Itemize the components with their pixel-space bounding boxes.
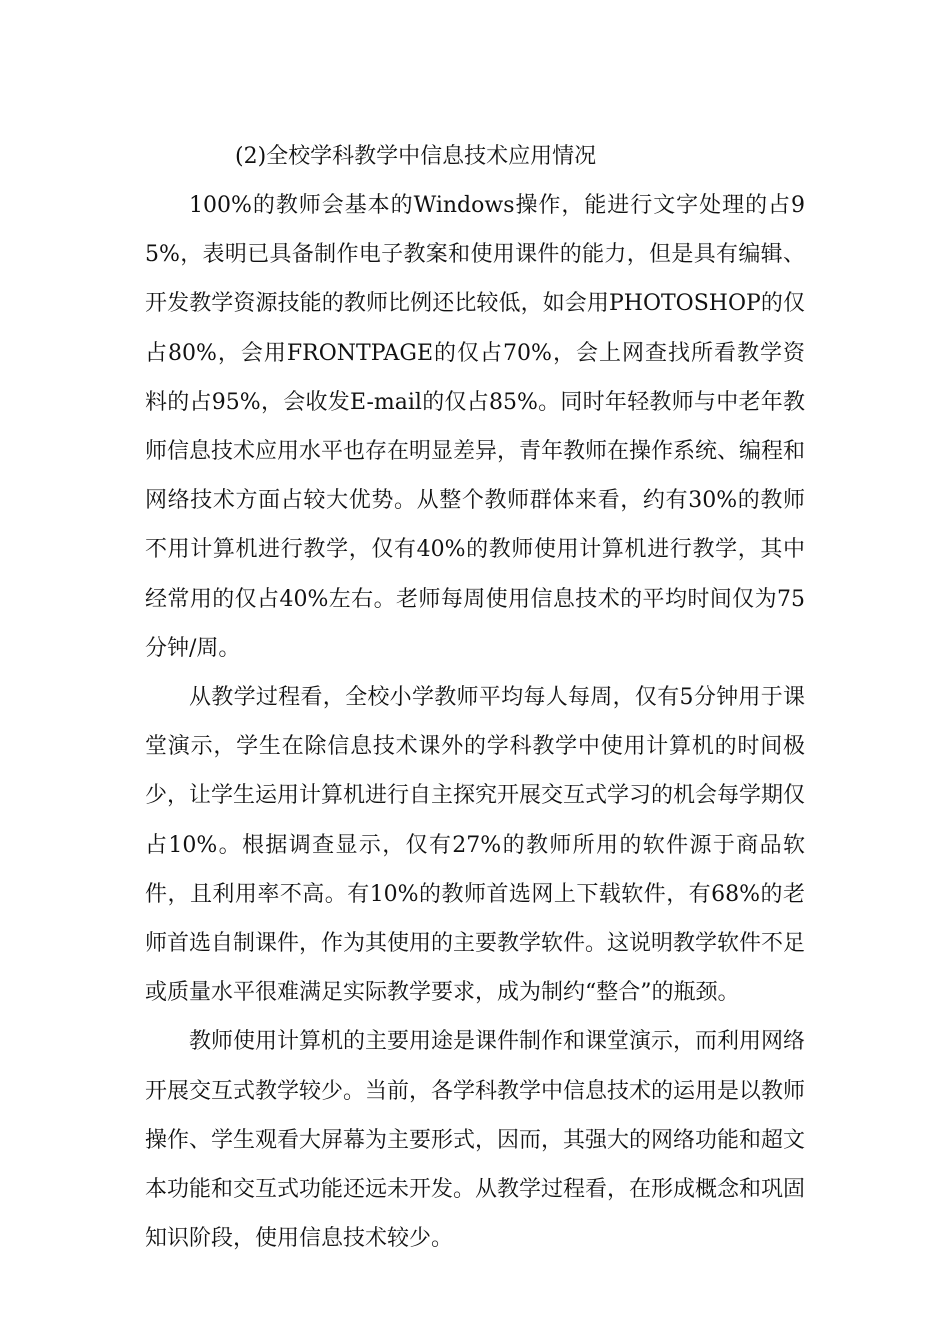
- paragraph-teacher-skills: 100%的教师会基本的Windows操作，能进行文字处理的占95%，表明已具备制作电子教案和使用课件的能力，但是具有编辑、开发教学资源技能的教师比例还比较低，如会用PHOTOSHOP的仅占80%，会用FRONTPAGE的仅占70%，会上网查找所看教学资料的占95%，会收发E-mail的仅占85%。同时年轻教师与中老年教师信息技术应用水平也存在明显差异，青年教师在操作系统、编程和网络技术方面占较大优势。从整个教师群体来看，约有30%的教师不用计算机进行教学，仅有40%的教师使用计算机进行教学，其中经常用的仅占40%左右。老师每周使用信息技术的平均时间仅为75分钟/周。: [145, 193, 806, 661]
- section-heading: (2)全校学科教学中信息技术应用情况: [235, 144, 597, 169]
- paragraph-teaching-process: 从教学过程看，全校小学教师平均每人每周，仅有5分钟用于课堂演示，学生在除信息技术课外的学科教学中使用计算机的时间极少，让学生运用计算机进行自主探究开展交互式学习的机会每学期仅占10%。根据调查显示，仅有27%的教师所用的软件源于商品软件，且利用率不高。有10%的教师首选网上下载软件，有68%的老师首选自制课件，作为其使用的主要教学软件。这说明教学软件不足或质量水平很难满足实际教学要求，成为制约“整合”的瓶颈。: [145, 685, 806, 1006]
- paragraph-computer-usage: 教师使用计算机的主要用途是课件制作和课堂演示，而利用网络开展交互式教学较少。当前，各学科教学中信息技术的运用是以教师操作、学生观看大屏幕为主要形式，因而，其强大的网络功能和超文本功能和交互式功能还远未开发。从教学过程看，在形成概念和巩固知识阶段，使用信息技术较少。: [145, 1029, 806, 1252]
- document-body: [145, 132, 805, 1263]
